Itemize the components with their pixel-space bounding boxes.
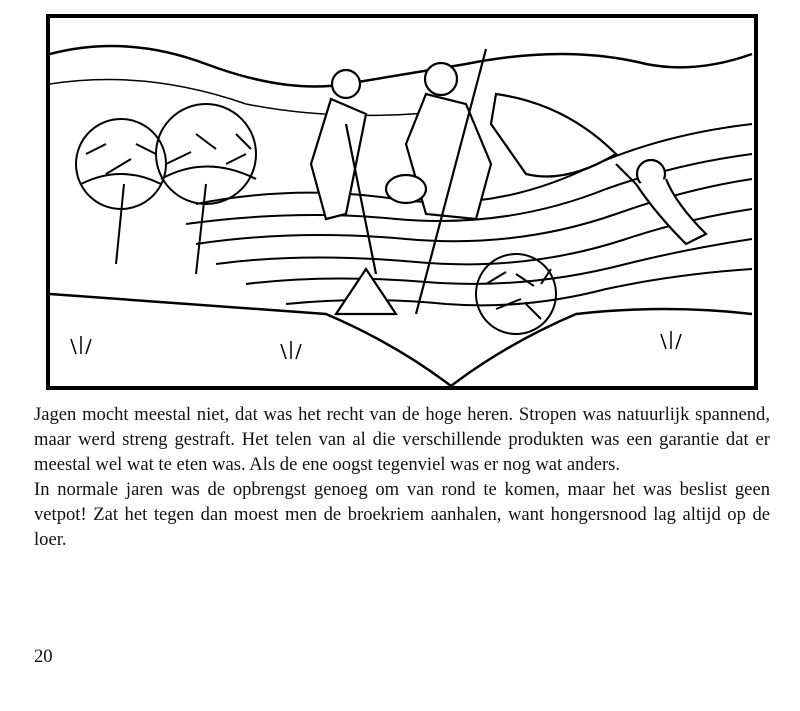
woodcut-illustration: [46, 14, 758, 390]
page-number: 20: [34, 646, 53, 667]
paragraph-1: Jagen mocht meestal niet, dat was het recht van de hoge heren. Stropen was natuurlijk spannend, maar werd streng gestraft. Het telen van al die verschillende produkten was een garantie dat er meestal wel wat te eten was. Als de ene oogst tegenviel was er nog wat anders.: [34, 404, 770, 475]
woodcut-fishing-scene-image: [46, 14, 758, 390]
paragraph-2: In normale jaren was de opbrengst genoeg om van rond te komen, maar het was beslist geen vetpot! Zat het tegen dan moest men de broekriem aanhalen, want hongersnood lag altijd op de loer.: [34, 479, 770, 550]
body-text: [34, 402, 770, 552]
